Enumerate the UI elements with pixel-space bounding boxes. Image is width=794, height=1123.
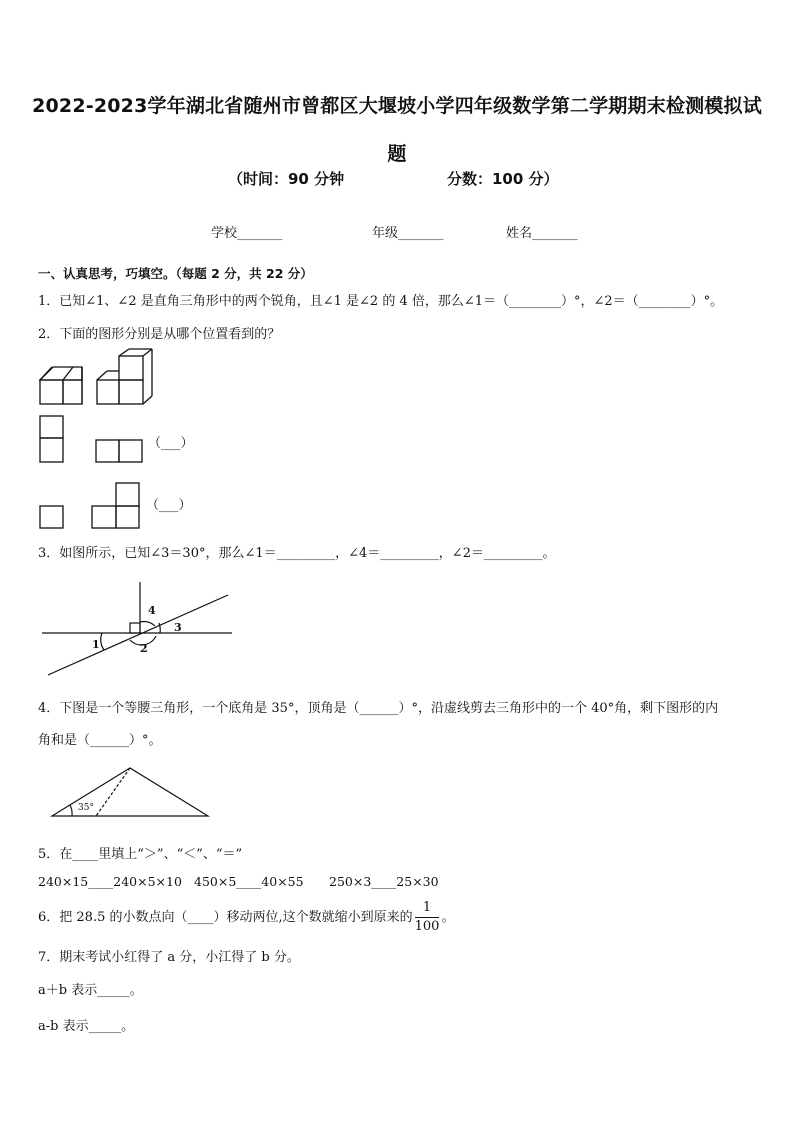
q7-part-a: a＋b 表示_____。 bbox=[38, 983, 143, 998]
score-label: 分数：100 分） bbox=[447, 170, 559, 188]
grade-field: 年级_______ bbox=[372, 226, 444, 241]
q5-item-2: 450×5____40×55 bbox=[194, 874, 304, 889]
question-3: 3．如图所示，已知∠3＝30°，那么∠1＝_________，∠4＝_________，∠2＝_________。 bbox=[38, 546, 556, 561]
name-field: 姓名_______ bbox=[506, 226, 578, 241]
title-line-2: 题 bbox=[387, 143, 407, 165]
angle-label-2: 2 bbox=[140, 642, 148, 655]
question-7: 7．期末考试小红得了 a 分，小江得了 b 分。 bbox=[38, 950, 300, 965]
section-heading: 一、认真思考，巧填空。（每题 2 分，共 22 分） bbox=[38, 266, 313, 281]
title-line-1: 2022-2023学年湖北省随州市曾都区大堰坡小学四年级数学第二学期期末检测模拟试 bbox=[32, 95, 762, 117]
fraction bbox=[415, 899, 440, 936]
question-6 bbox=[38, 899, 454, 936]
angle-label-3: 3 bbox=[174, 621, 182, 634]
question-2: 2．下面的图形分别是从哪个位置看到的？ bbox=[38, 327, 281, 342]
fraction-numerator: 1 bbox=[415, 899, 440, 918]
fraction-denominator: 100 bbox=[414, 919, 440, 934]
question-4-line-2: 角和是（______）°。 bbox=[38, 733, 162, 748]
base-angle-label: 35° bbox=[78, 803, 94, 813]
time-label: （时间：90 分钟 bbox=[228, 170, 345, 188]
angle-label-1: 1 bbox=[92, 638, 100, 651]
q7-part-b: a-b 表示_____。 bbox=[38, 1019, 135, 1034]
question-4-line-1: 4．下图是一个等腰三角形，一个底角是 35°，顶角是（______）°，沿虚线剪去三角形中的一个 40°角，剩下图形的内 bbox=[38, 701, 719, 716]
angle-label-4: 4 bbox=[148, 604, 156, 617]
question-5: 5．在____里填上“＞”、“＜”、“＝” bbox=[38, 847, 243, 862]
q5-item-3: 250×3____25×30 bbox=[329, 874, 439, 889]
q2-blank-2: （___） bbox=[146, 498, 192, 513]
q6-text: 6．把 28.5 的小数点向（____）移动两位,这个数就缩小到原来的 bbox=[38, 910, 413, 925]
q6-end: 。 bbox=[441, 910, 455, 925]
q2-blank-1: （___） bbox=[148, 436, 194, 451]
q5-item-1: 240×15____240×5×10 bbox=[38, 874, 182, 889]
school-field: 学校_______ bbox=[211, 226, 283, 241]
question-1: 1．已知∠1、∠2 是直角三角形中的两个锐角，且∠1 是∠2 的 4 倍，那么∠1＝（________）°，∠2＝（________）°。 bbox=[38, 294, 724, 309]
